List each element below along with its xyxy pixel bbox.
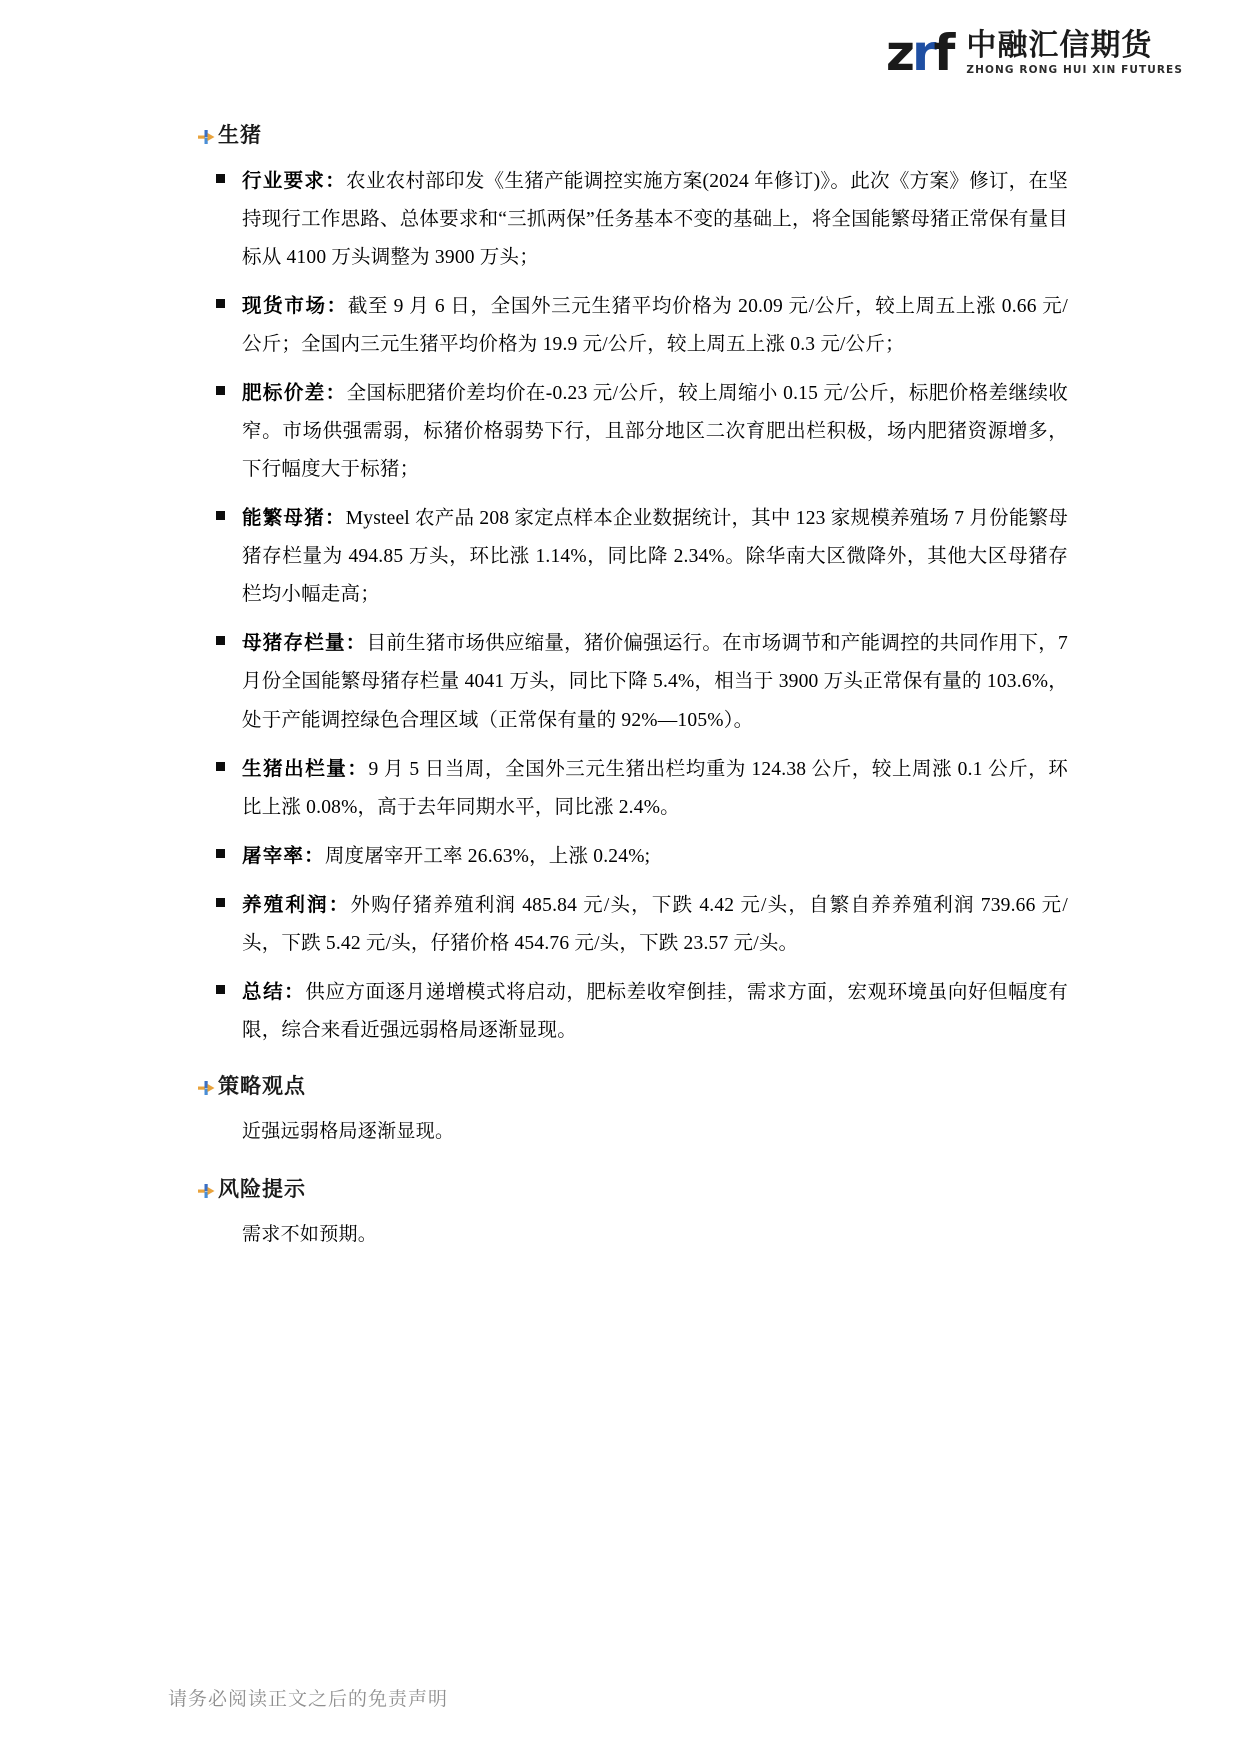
- list-item: [196, 838, 1068, 876]
- list-item-body: [242, 375, 1068, 489]
- list-item-text: Mysteel 农产品 208 家定点样本企业数据统计，其中 123 家规模养殖场 7 月份能繁母猪存栏量为 494.85 万头，环比涨 1.14%，同比降 2.34%。除华南大区微降外，其他大区母猪存栏均小幅走高；: [242, 508, 1068, 606]
- list-item-label: 总结：: [242, 981, 306, 1003]
- section-title: 风险提示: [218, 1178, 306, 1202]
- list-item-label: 养殖利润：: [242, 894, 351, 916]
- list-item-body: [242, 288, 1068, 364]
- section-heading-livestock: [196, 122, 1068, 149]
- square-bullet-icon: [216, 887, 242, 907]
- section-paragraph: 需求不如预期。: [242, 1224, 378, 1246]
- square-bullet-icon: [216, 288, 242, 308]
- list-item: [196, 625, 1068, 739]
- square-bullet-icon: [216, 375, 242, 395]
- list-item-label: 屠宰率：: [242, 845, 325, 867]
- arrow-bullet-icon: [196, 1073, 218, 1098]
- list-item-text: 周度屠宰开工率 26.63%，上涨 0.24%;: [324, 845, 651, 867]
- list-item: [196, 974, 1068, 1050]
- list-item: [196, 500, 1068, 614]
- footer-disclaimer: 请务必阅读正文之后的免责声明: [168, 1689, 449, 1710]
- square-bullet-icon: [216, 625, 242, 645]
- list-item-text: 供应方面逐月递增模式将启动，肥标差收窄倒挂，需求方面，宏观环境虽向好但幅度有限，综合来看近强远弱格局逐渐显现。: [242, 981, 1068, 1041]
- logo-company-en: ZHONG RONG HUI XIN FUTURES: [966, 63, 1183, 76]
- list-item-text: 农业农村部印发《生猪产能调控实施方案(2024 年修订)》。此次《方案》修订，在坚持现行工作思路、总体要求和“三抓两保”任务基本不变的基础上，将全国能繁母猪正常保有量目标从 4100 万头调整为 3900 万头；: [242, 171, 1068, 269]
- list-item: [196, 751, 1068, 827]
- square-bullet-icon: [216, 500, 242, 520]
- list-item-label: 行业要求：: [242, 171, 347, 193]
- arrow-bullet-icon: [196, 122, 218, 147]
- arrow-bullet-icon: [196, 1176, 218, 1201]
- list-item-label: 现货市场：: [242, 296, 348, 318]
- list-item-body: [242, 625, 1068, 739]
- list-item-text: 9 月 5 日当周，全国外三元生猪出栏均重为 124.38 公斤，较上周涨 0.1 公斤，环比上涨 0.08%，高于去年同期水平，同比涨 2.4%。: [242, 758, 1069, 818]
- logo-text: [966, 30, 1183, 76]
- section-title: 生猪: [218, 124, 262, 147]
- document-content: [196, 122, 1068, 1279]
- list-item-body: [242, 500, 1068, 614]
- square-bullet-icon: [216, 163, 242, 183]
- company-logo: [885, 24, 1183, 82]
- list-item-text: 全国标肥猪价差均价在-0.23 元/公斤，较上周缩小 0.15 元/公斤，标肥价格差继续收窄。市场供强需弱，标猪价格弱势下行，且部分地区二次育肥出栏积极，场内肥猪资源增多，下行幅度大于标猪；: [242, 383, 1068, 481]
- list-item-text: 截至 9 月 6 日，全国外三元生猪平均价格为 20.09 元/公斤，较上周五上涨 0.66 元/公斤；全国内三元生猪平均价格为 19.9 元/公斤，较上周五上涨 0.3 元/公斤；: [242, 296, 1068, 356]
- square-bullet-icon: [216, 751, 242, 771]
- list-item-label: 肥标价差：: [242, 383, 347, 405]
- list-item-text: 外购仔猪养殖利润 485.84 元/头，下跌 4.42 元/头，自繁自养养殖利润 739.66 元/头，下跌 5.42 元/头，仔猪价格 454.76 元/头，下跌 23.57 元/头。: [242, 894, 1068, 954]
- list-item-label: 母猪存栏量：: [242, 633, 367, 655]
- list-item: [196, 288, 1068, 364]
- list-item: [196, 163, 1068, 277]
- list-item-body: [242, 974, 1068, 1050]
- list-item-text: 目前生猪市场供应缩量，猪价偏强运行。在市场调节和产能调控的共同作用下，7 月份全国能繁母猪存栏量 4041 万头，同比下降 5.4%，相当于 3900 万头正常保有量的 103.6%，处于产能调控绿色合理区域（正常保有量的 92%—105%）。: [242, 633, 1068, 731]
- list-item-label: 能繁母猪：: [242, 508, 346, 530]
- square-bullet-icon: [216, 838, 242, 858]
- section-title: 策略观点: [218, 1074, 306, 1098]
- section-paragraph: 近强远弱格局逐渐显现。: [242, 1120, 455, 1142]
- list-item-body: [242, 751, 1068, 827]
- section-heading-strategy: [196, 1073, 1068, 1100]
- list-item-body: [242, 887, 1068, 963]
- section-heading-risk: [196, 1176, 1068, 1203]
- list-item-body: [242, 838, 1068, 876]
- square-bullet-icon: [216, 974, 242, 994]
- logo-mark-icon: zrf: [885, 24, 953, 82]
- logo-company-cn: 中融汇信期货: [966, 29, 1153, 63]
- list-item: [196, 887, 1068, 963]
- list-item-body: [242, 163, 1068, 277]
- list-item: [196, 375, 1068, 489]
- list-item-label: 生猪出栏量：: [242, 758, 369, 780]
